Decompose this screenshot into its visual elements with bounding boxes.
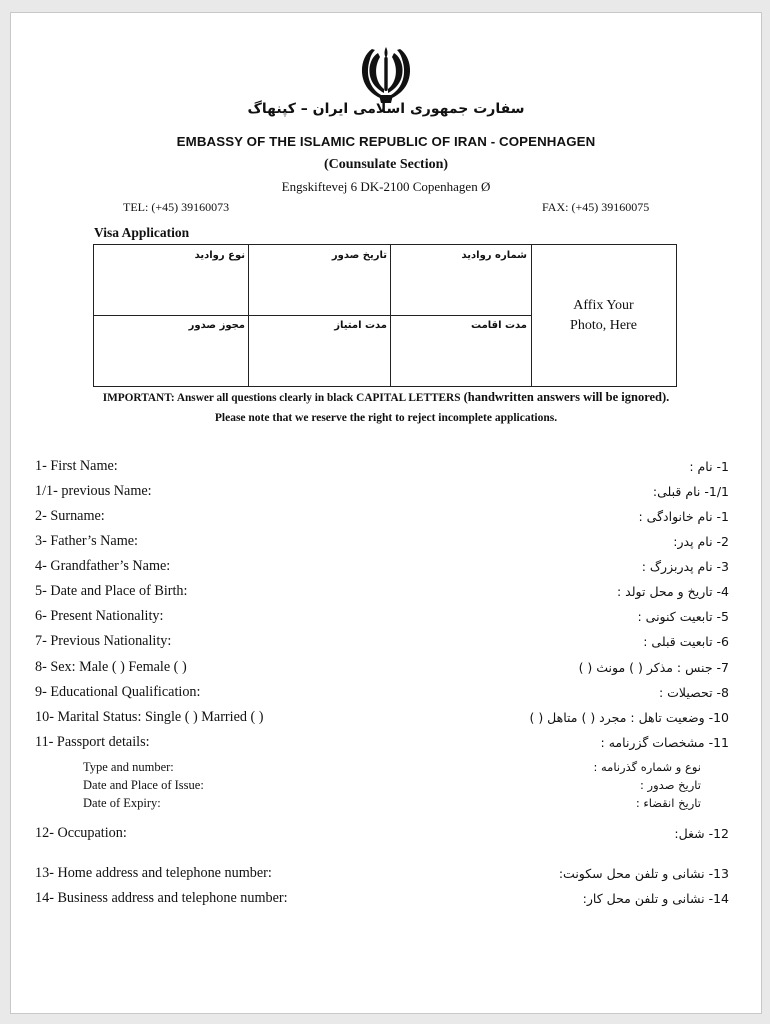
question-business-address: 14- Business address and telephone number:: [35, 890, 288, 906]
important-notice-main: IMPORTANT: Answer all questions clearly in black CAPITAL LETTERS: [102, 392, 461, 404]
question-marital-status: 10- Marital Status: Single ( ) Married ( ): [35, 709, 264, 725]
question-previous-nationality-fa: 6- تابعيت قبلی :: [643, 634, 729, 649]
question-passport-details-fa: 11- مشخصات گزرنامه :: [600, 735, 729, 750]
question-previous-name-fa: 1/1- نام قبلی:: [652, 484, 729, 499]
question-grandfather-name: 4- Grandfather’s Name:: [35, 558, 171, 574]
question-present-nationality: 6- Present Nationality:: [35, 608, 164, 624]
fax-number: FAX: (+45) 39160075: [542, 200, 650, 214]
passport-issue: Date and Place of Issue:: [83, 778, 204, 792]
passport-type-number-fa: نوع و شماره گذرنامه :: [593, 760, 701, 774]
important-notice: [11, 390, 761, 405]
embassy-address: Engskiftevej 6 DK-2100 Copenhagen Ø: [281, 179, 491, 194]
question-passport-details: 11- Passport details:: [35, 734, 150, 750]
question-home-address-fa: 13- نشانی و تلفن محل سکونت:: [558, 866, 729, 881]
question-business-address-fa: 14- نشانی و تلفن محل کار:: [582, 891, 729, 906]
photo-instruction-line1: Affix Your: [573, 297, 634, 313]
question-marital-status-fa: 10- وضعيت تاهل : مجرد ( ) متاهل ( ): [529, 710, 729, 725]
residence-period-label: مدت اقامت: [470, 320, 527, 331]
question-education: 9- Educational Qualification:: [35, 684, 201, 700]
photo-placeholder[interactable]: [531, 245, 676, 386]
question-father-name: 3- Father’s Name:: [35, 533, 138, 549]
passport-type-number: Type and number:: [83, 760, 174, 774]
visa-application-heading: Visa Application: [94, 225, 190, 240]
question-present-nationality-fa: 5- تابعيت کنونی :: [637, 609, 729, 624]
passport-expiry-fa: تاريخ انقضاء :: [635, 796, 701, 810]
passport-expiry: Date of Expiry:: [83, 796, 161, 810]
question-occupation: 12- Occupation:: [35, 825, 127, 841]
question-home-address: 13- Home address and telephone number:: [35, 865, 272, 881]
important-notice-paren: (handwritten answers will be ignored).: [460, 390, 670, 404]
question-surname-fa: 1- نام خانوادگی :: [638, 509, 729, 524]
embassy-title-english: EMBASSY OF THE ISLAMIC REPUBLIC OF IRAN - COPENHAGEN: [176, 134, 596, 149]
visa-number-label: شماره رواديد: [461, 250, 527, 261]
question-surname: 2- Surname:: [35, 508, 105, 524]
question-sex: 8- Sex: Male ( ) Female ( ): [35, 659, 187, 675]
visa-application-page: [10, 12, 762, 1014]
question-father-name-fa: 2- نام پدر:: [673, 534, 729, 549]
question-previous-name: 1/1- previous Name:: [35, 483, 152, 499]
issue-permit-label: مجوز صدور: [188, 320, 245, 331]
visa-type-label: نوع رواديد: [194, 250, 245, 261]
issue-date-label: تاريخ صدور: [331, 250, 387, 261]
question-first-name: 1- First Name:: [35, 458, 118, 474]
question-sex-fa: 7- جنس : مذکر ( ) مونث ( ): [578, 660, 729, 675]
question-birth: 5- Date and Place of Birth:: [35, 583, 188, 599]
question-education-fa: 8- تحصيلات :: [658, 685, 729, 700]
reserve-right-note: Please note that we reserve the right to reject incomplete applications.: [214, 412, 558, 424]
privilege-period-label: مدت امتياز: [334, 320, 387, 331]
question-occupation-fa: 12- شغل:: [674, 826, 729, 841]
iran-emblem-icon: [358, 43, 414, 105]
photo-instruction-line2: Photo, Here: [570, 317, 637, 333]
question-previous-nationality: 7- Previous Nationality:: [35, 633, 172, 649]
passport-issue-fa: تاريخ صدور :: [640, 778, 701, 792]
telephone-number: TEL: (+45) 39160073: [123, 200, 230, 214]
visa-office-use-box: [93, 244, 677, 387]
section-subtitle: (Counsulate Section): [323, 157, 449, 172]
embassy-title-persian: سفارت جمهوری اسلامی ایران – کپنهاگ: [247, 101, 525, 117]
question-birth-fa: 4- تاريخ و محل تولد :: [617, 584, 729, 599]
question-grandfather-name-fa: 3- نام پدربزرگ :: [641, 559, 729, 574]
question-first-name-fa: 1- نام :: [689, 459, 729, 474]
